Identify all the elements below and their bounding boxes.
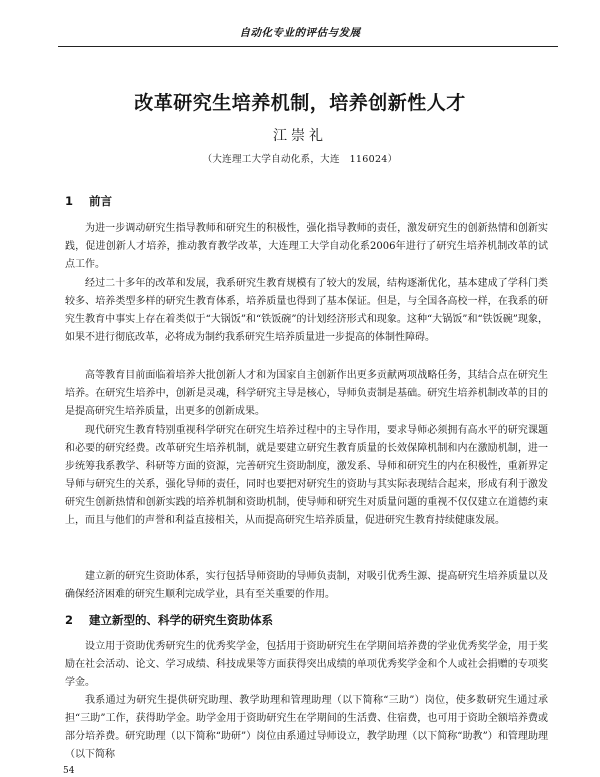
section-number: 1 — [65, 194, 74, 208]
paragraph: 为进一步调动研究生指导教师和研究生的积极性，强化指导教师的责任，激发研究生的创新热情和创新实践，促进创新人才培养，推动教育教学改革，大连理工大学自动化系2006年进行了研究生培养机制改革的试点工作。 — [65, 223, 548, 270]
article-title: 改革研究生培养机制，培养创新性人才 — [134, 92, 466, 114]
paragraph: 现代研究生教育特别重视科学研究在研究生培养过程中的主导作用，要求导师必须拥有高水平的研究课题和必要的研究经费。改革研究生培养机制，就是要建立研究生教育质量的长效保障机制和内在激励机制，进一步统筹我系教学、科研等方面的资源，完善研究生资助制度，激发系、导师和研究生的内在积极性，重新界定导师与研究生的关系，强化导师的责任，同时也要把对研究生的资助与其实际表现结合起来，形成有利于激发研究生创新热情和创新实践的培养机制和资助机制，使导师和研究生对质量问题的重视不仅仅建立在道德约束上，而且与他们的声誉和利益直接相关，从而提高研究生培养质量，促进研究生教育持续健康发展。 — [65, 425, 548, 526]
page-number: 54 — [63, 766, 75, 776]
paragraph: 经过二十多年的改革和发展，我系研究生教育规模有了较大的发展，结构逐渐优化，基本建成了学科门类较多、培养类型多样的研究生教育体系，培养质量也得到了基本保证。但是，与全国各高校一样，在我系的研究生教育中事实上存在着类似于“大锅饭”和“铁饭碗”的计划经济形式和现象。这种“大锅饭”和“铁饭碗”现象，如果不进行彻底改革，必将成为制约我系研究生培养质量进一步提高的体制性障碍。 — [65, 278, 548, 343]
author-affiliation: （大连理工大学自动化系，大连 116024） — [202, 154, 398, 165]
paragraph: 我系通过为研究生提供研究助理、教学助理和管理助理（以下简称“三助”）岗位，使多数研究生通过承担“三助”工作，获得助学金。助学金用于资助研究生在学期间的生活费、住宿费，也可用于资助全额培养费或部分培养费。研究助理（以下简称“助研”）岗位由系通过导师设立，教学助理（以下简称“助教”）和管理助理（以下简称 — [65, 695, 548, 760]
header-rule — [58, 46, 558, 47]
paragraph: 高等教育目前面临着培养大批创新人才和为国家自主创新作出更多贡献两项战略任务，其结合点在研究生培养。在研究生培养中，创新是灵魂，科学研究主导是核心，导师负责制是基础。研究生培养机制改革的目的是提高研究生培养质量，出更多的创新成果。 — [65, 370, 548, 417]
section-title: 建立新型的、科学的研究生资助体系 — [89, 613, 273, 627]
paragraph: 设立用于资助优秀研究生的优秀奖学金，包括用于资助研究生在学期间培养费的学业优秀奖学金，用于奖励在社会活动、论文、学习成绩、科技成果等方面获得突出成绩的单项优秀奖学金和个人或社会捐赠的专项奖学金。 — [65, 641, 548, 688]
running-header: 自动化专业的评估与发展 — [239, 27, 361, 39]
section-1-heading — [65, 193, 112, 209]
paragraph: 建立新的研究生资助体系，实行包括导师资助的导师负责制，对吸引优秀生源、提高研究生培养质量以及确保经济困难的研究生顺利完成学业，具有至关重要的作用。 — [65, 571, 548, 600]
section-number: 2 — [65, 613, 74, 627]
section-2-heading — [65, 612, 273, 628]
author-name: 江崇礼 — [273, 128, 327, 144]
section-title: 前言 — [89, 194, 112, 208]
